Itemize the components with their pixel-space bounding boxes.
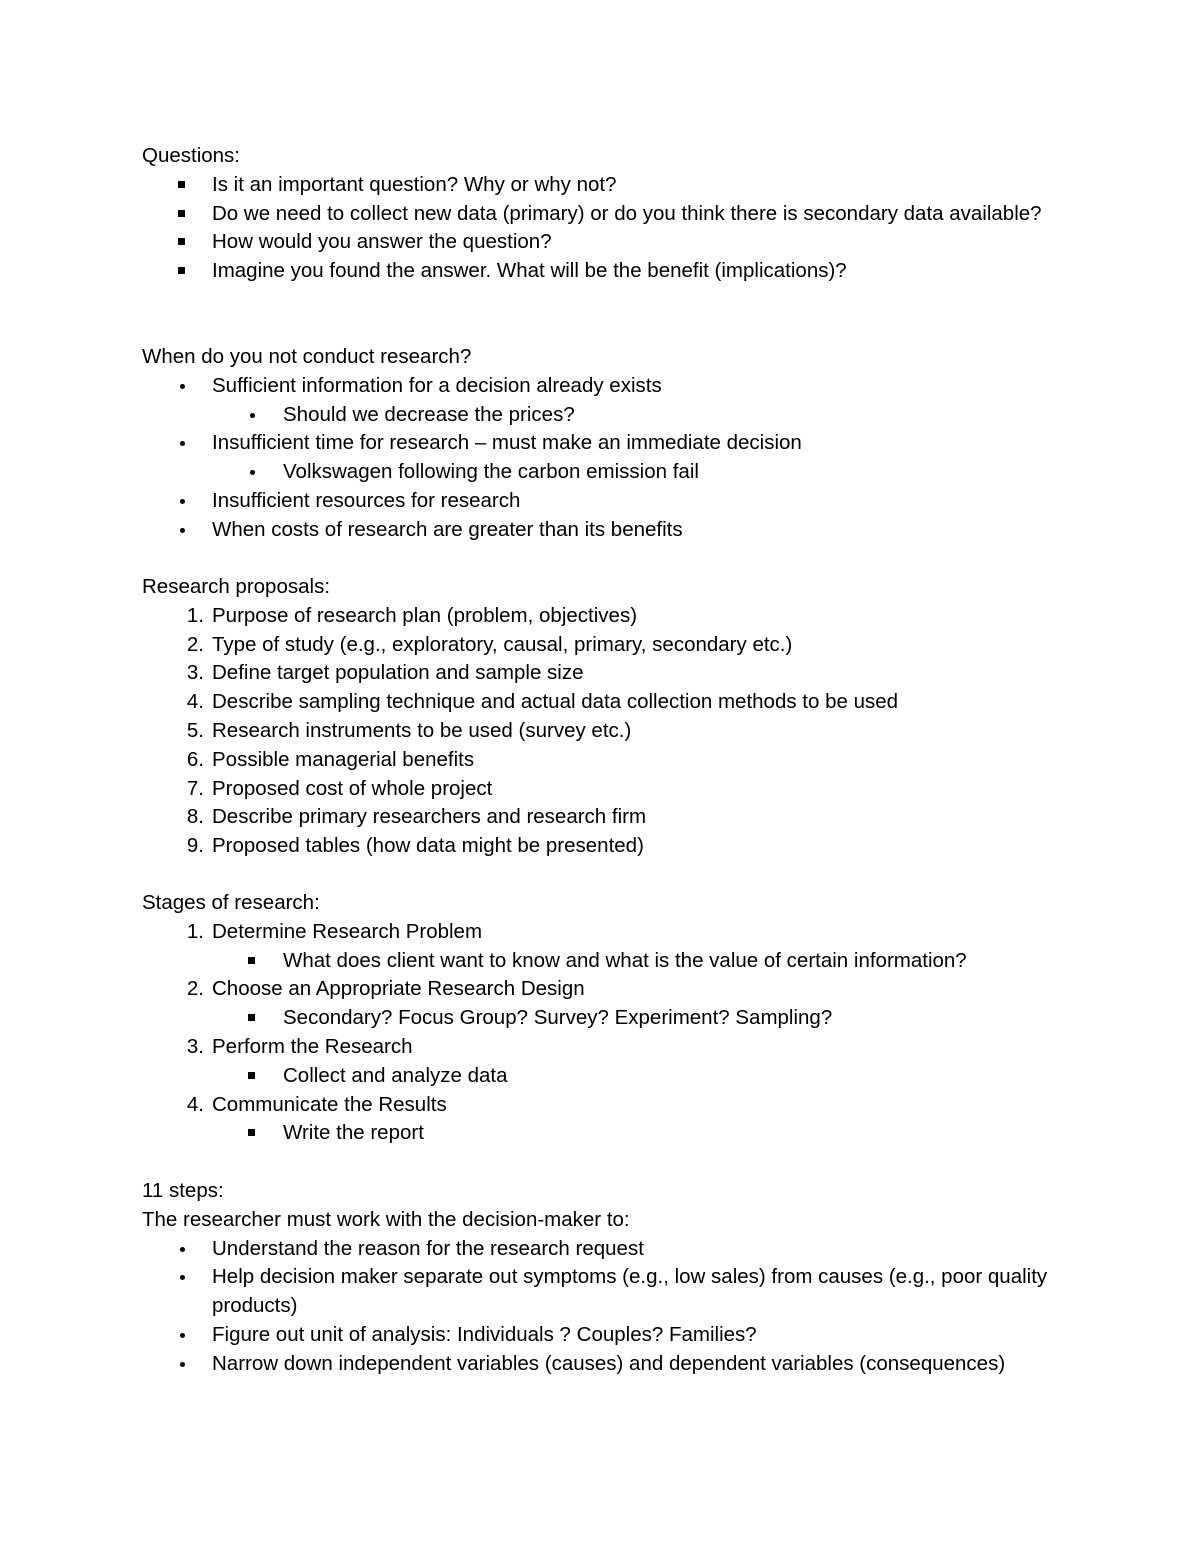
list-item-text: Understand the reason for the research request <box>212 1236 644 1260</box>
list-item-text: Do we need to collect new data (primary) or do you think there is secondary data available? <box>212 201 1042 225</box>
sub-list-item-text: Should we decrease the prices? <box>283 402 575 426</box>
list-item-text: Figure out unit of analysis: Individuals ? Couples? Families? <box>212 1322 757 1346</box>
list-item-text: Describe sampling technique and actual data collection methods to be used <box>212 690 899 714</box>
sub-list-item-text: Write the report <box>283 1121 424 1145</box>
stages-list <box>142 918 1072 1148</box>
list-item <box>142 803 1072 832</box>
when-not-section <box>142 343 1072 545</box>
list-number: 1. <box>186 919 204 943</box>
sub-list-item <box>212 1004 1072 1033</box>
list-item-text: Narrow down independent variables (causes) and dependent variables (consequences) <box>212 1351 1006 1375</box>
list-item <box>142 200 1072 229</box>
list-number: 6. <box>186 747 204 771</box>
stages-heading: Stages of research: <box>142 891 320 914</box>
list-item <box>142 832 1072 861</box>
list-item <box>142 1091 1072 1149</box>
list-item <box>142 602 1072 631</box>
sub-list-item <box>212 1062 1072 1091</box>
proposals-list <box>142 602 1072 861</box>
list-item-text: Type of study (e.g., exploratory, causal, primary, secondary etc.) <box>212 632 793 656</box>
list-item-text: Describe primary researchers and research firm <box>212 805 647 829</box>
sub-list <box>212 458 1072 487</box>
questions-section <box>142 142 1072 286</box>
list-item <box>142 228 1072 257</box>
list-item <box>142 1350 1072 1379</box>
list-item <box>142 746 1072 775</box>
list-number: 2. <box>186 977 204 1001</box>
list-item-text: Is it an important question? Why or why not? <box>212 172 617 196</box>
list-number: 2. <box>186 632 204 656</box>
list-item <box>142 257 1072 286</box>
list-number: 5. <box>186 718 204 742</box>
list-item-text: When costs of research are greater than its benefits <box>212 517 683 541</box>
list-item <box>142 659 1072 688</box>
list-number: 8. <box>186 805 204 829</box>
list-item-text: Communicate the Results <box>212 1092 447 1116</box>
sub-list-item-text: Volkswagen following the carbon emission fail <box>283 460 699 484</box>
questions-list <box>142 171 1072 286</box>
list-item-text: Determine Research Problem <box>212 919 483 943</box>
square-bullet-icon <box>142 228 204 257</box>
list-item-text: Help decision maker separate out symptoms (e.g., low sales) from causes (e.g., poor quality products) <box>212 1265 1048 1318</box>
list-item-text: Insufficient resources for research <box>212 488 521 512</box>
list-item-text: Possible managerial benefits <box>212 747 475 771</box>
proposals-section <box>142 573 1072 861</box>
eleven-steps-section <box>142 1177 1072 1379</box>
sub-list-item <box>212 1119 1072 1148</box>
sub-list <box>212 1004 1072 1033</box>
list-item-text: Sufficient information for a decision already exists <box>212 373 662 397</box>
square-bullet-icon <box>212 1119 274 1148</box>
list-item <box>142 1263 1072 1321</box>
list-number: 7. <box>186 776 204 800</box>
list-item-text: Perform the Research <box>212 1034 413 1058</box>
list-number: 4. <box>186 690 204 714</box>
when-not-list <box>142 372 1072 545</box>
round-bullet-icon <box>142 1235 204 1264</box>
round-bullet-icon <box>142 1263 204 1292</box>
list-item-text: Research instruments to be used (survey etc.) <box>212 718 632 742</box>
square-bullet-icon <box>142 257 204 286</box>
list-item <box>142 775 1072 804</box>
list-number: 1. <box>186 603 204 627</box>
list-item-text: Insufficient time for research – must make an immediate decision <box>212 431 802 455</box>
list-item <box>142 429 1072 487</box>
round-bullet-icon <box>142 1350 204 1379</box>
list-item <box>142 918 1072 976</box>
when-not-heading: When do you not conduct research? <box>142 345 472 368</box>
sub-list <box>212 947 1072 976</box>
round-bullet-icon <box>142 487 204 516</box>
square-bullet-icon <box>142 171 204 200</box>
round-bullet-icon <box>212 401 274 430</box>
list-item-text: Proposed cost of whole project <box>212 776 493 800</box>
eleven-steps-list <box>142 1235 1072 1379</box>
sub-list <box>212 401 1072 430</box>
list-item <box>142 516 1072 545</box>
sub-list <box>212 1119 1072 1148</box>
list-item <box>142 717 1072 746</box>
list-number: 4. <box>186 1092 204 1116</box>
round-bullet-icon <box>142 372 204 401</box>
round-bullet-icon <box>142 1321 204 1350</box>
sub-list-item-text: What does client want to know and what is the value of certain information? <box>283 948 967 972</box>
list-item <box>142 372 1072 430</box>
list-item <box>142 1033 1072 1091</box>
list-item-text: How would you answer the question? <box>212 230 552 254</box>
round-bullet-icon <box>142 429 204 458</box>
list-item-text: Purpose of research plan (problem, objectives) <box>212 603 638 627</box>
list-item <box>142 1235 1072 1264</box>
list-item <box>142 171 1072 200</box>
list-number: 3. <box>186 1034 204 1058</box>
list-item-text: Define target population and sample size <box>212 661 584 685</box>
round-bullet-icon <box>142 516 204 545</box>
list-item <box>142 631 1072 660</box>
stages-section <box>142 889 1072 1148</box>
list-item-text: Imagine you found the answer. What will be the benefit (implications)? <box>212 259 847 283</box>
sub-list-item <box>212 458 1072 487</box>
list-item <box>142 688 1072 717</box>
square-bullet-icon <box>212 1062 274 1091</box>
list-item-text: Proposed tables (how data might be presented) <box>212 834 644 858</box>
sub-list-item <box>212 947 1072 976</box>
eleven-steps-heading: 11 steps: <box>142 1179 224 1202</box>
list-item <box>142 487 1072 516</box>
list-item <box>142 975 1072 1033</box>
sub-list-item-text: Collect and analyze data <box>283 1063 508 1087</box>
eleven-steps-intro: The researcher must work with the decision-maker to: <box>142 1207 630 1231</box>
list-item-text: Choose an Appropriate Research Design <box>212 977 585 1001</box>
square-bullet-icon <box>212 947 274 976</box>
list-item <box>142 1321 1072 1350</box>
square-bullet-icon <box>212 1004 274 1033</box>
proposals-heading: Research proposals: <box>142 575 331 598</box>
sub-list-item-text: Secondary? Focus Group? Survey? Experiment? Sampling? <box>283 1006 833 1030</box>
list-number: 3. <box>186 661 204 685</box>
list-number: 9. <box>186 834 204 858</box>
sub-list <box>212 1062 1072 1091</box>
square-bullet-icon <box>142 200 204 229</box>
questions-heading: Questions: <box>142 144 240 167</box>
sub-list-item <box>212 401 1072 430</box>
round-bullet-icon <box>212 458 274 487</box>
